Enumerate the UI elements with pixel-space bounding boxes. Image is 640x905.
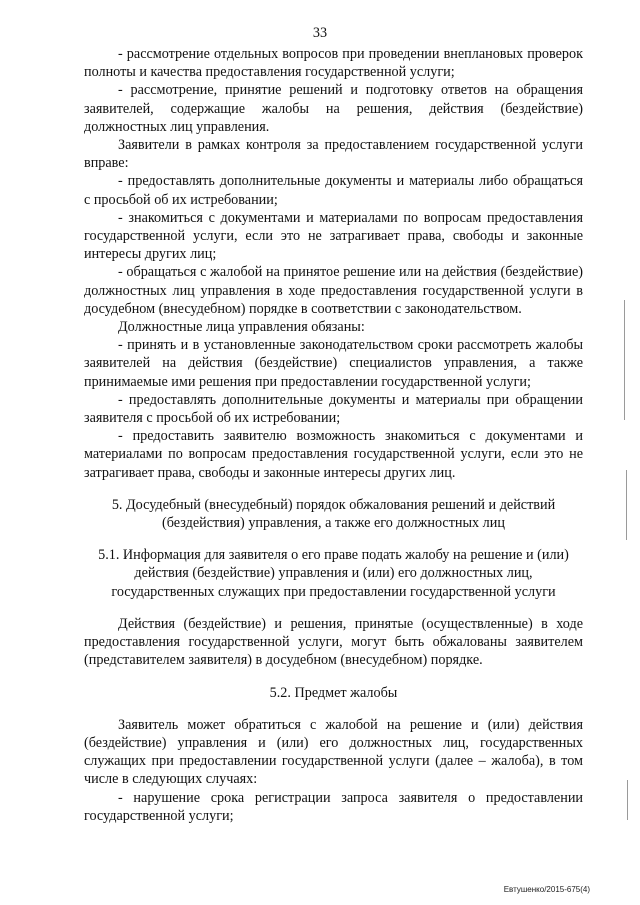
section-5-1-heading: 5.1. Информация для заявителя о его праве подать жалобу на решение и (или) действия (бездействие) управления и (или) его должностных лиц, государственных служащих при предоставлении государственной услуги (98, 547, 569, 600)
paragraph: - обращаться с жалобой на принятое решение или на действия (бездействие) должностных лиц управления в ходе предоставления государственной услуги в досудебном (внесудебном) порядке в соответствии с законодательством. (84, 264, 583, 317)
paragraph: - нарушение срока регистрации запроса заявителя о предоставлении государственной услуги; (84, 789, 583, 824)
paragraph: Заявитель может обратиться с жалобой на решение и (или) действия (бездействие) управления и (или) его должностных лиц, государственных служащих при предоставлении государственной услуги (далее – жалоба), в том числе в следующих случаях: (84, 716, 583, 788)
paragraph: - предоставить заявителю возможность знакомиться с документами и материалами по вопросам предоставления государственной услуги, если это не затрагивает права, свободы и законные интересы других лиц. (84, 428, 583, 481)
scan-edge-mark (626, 470, 627, 540)
paragraph: - знакомиться с документами и материалами по вопросам предоставления государственной услуги, если это не затрагивает права, свободы и законные интересы других лиц; (84, 209, 583, 263)
paragraph: Заявители в рамках контроля за предоставлением государственной услуги вправе: (84, 137, 583, 172)
paragraph: - предоставлять дополнительные документы и материалы при обращении заявителя с просьбой об их истребовании; (84, 391, 583, 427)
paragraph: - рассмотрение отдельных вопросов при проведении внеплановых проверок полноты и качества предоставления государственной услуги; (84, 46, 583, 81)
paragraph: Должностные лица управления обязаны: (118, 319, 365, 336)
page-number: 33 (312, 25, 328, 41)
paragraph: - рассмотрение, принятие решений и подготовку ответов на обращения заявителей, содержащие жалобы на решения, действия (бездействие) должностных лиц управления. (84, 82, 583, 135)
scan-edge-mark (627, 780, 628, 820)
footer-code: Евтушенко/2015-675(4) (503, 885, 590, 894)
scan-edge-mark (624, 300, 625, 420)
section-5-2-heading: 5.2. Предмет жалобы (269, 684, 398, 701)
document-body (84, 45, 583, 825)
paragraph: - принять и в установленные законодательством сроки рассмотреть жалобы заявителей на действия (бездействие) специалистов управления, а также принимаемые ими решения при предоставлении государственной услуги; (84, 337, 583, 390)
section-5-1-text: Действия (бездействие) и решения, принятые (осуществленные) в ходе предоставления государственной услуги, могут быть обжалованы заявителем (представителем заявителя) в досудебном (внесудебном) порядке. (84, 615, 583, 669)
paragraph: - предоставлять дополнительные документы и материалы либо обращаться с просьбой об их истребовании; (84, 173, 583, 208)
section-5-heading: 5. Досудебный (внесудебный) порядок обжалования решений и действий (бездействия) управления, а также его должностных лиц (111, 496, 556, 532)
